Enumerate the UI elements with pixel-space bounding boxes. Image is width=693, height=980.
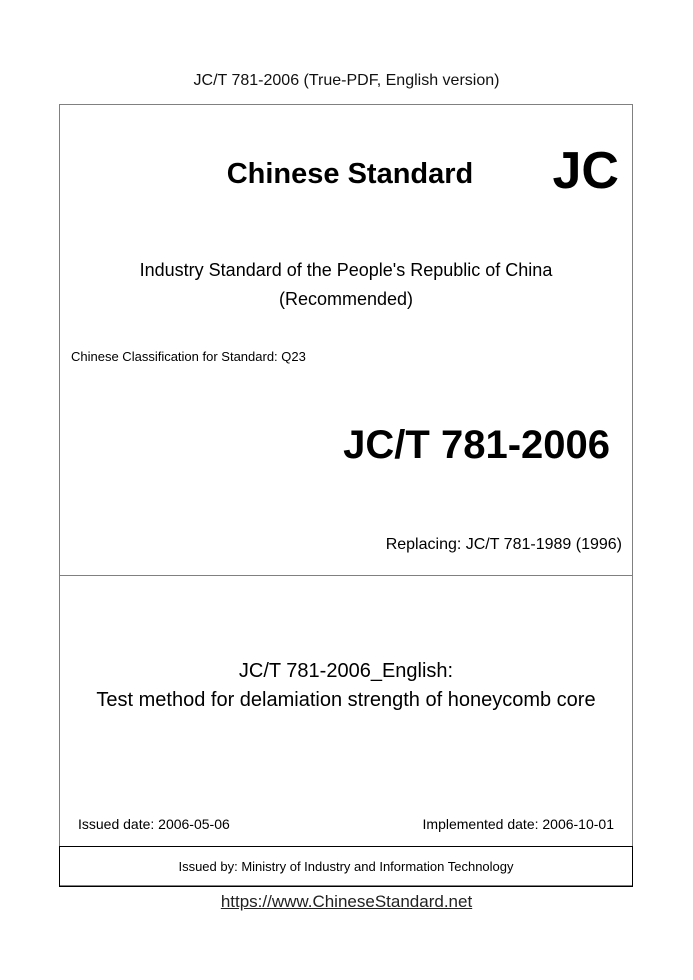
page-header-title: JC/T 781-2006 (True-PDF, English version) — [193, 72, 500, 89]
replacing-label: Replacing: JC/T 781-1989 (1996) — [385, 536, 622, 553]
industry-line-2: (Recommended) — [278, 289, 414, 309]
standard-name: Chinese Standard — [226, 158, 474, 190]
issuer-box — [59, 846, 633, 887]
document-title — [60, 657, 632, 715]
document-title-line-1: JC/T 781-2006_English: — [238, 660, 454, 682]
industry-line-1: Industry Standard of the People's Republic of China — [139, 260, 553, 280]
cover-frame — [59, 104, 633, 886]
section-divider — [60, 575, 632, 576]
issued-date: Issued date: 2006-05-06 — [78, 816, 230, 832]
document-title-line-2: Test method for delamiation strength of honeycomb core — [96, 689, 596, 711]
implemented-date: Implemented date: 2006-10-01 — [422, 816, 614, 832]
standard-code-abbr: JC — [552, 142, 619, 200]
industry-statement — [60, 256, 632, 314]
footer-website-link[interactable]: https://www.ChineseStandard.net — [220, 892, 473, 911]
standard-number: JC/T 781-2006 — [343, 423, 610, 467]
classification-label: Chinese Classification for Standard: Q23 — [71, 349, 306, 364]
issued-by-label: Issued by: Ministry of Industry and Information Technology — [178, 859, 514, 874]
